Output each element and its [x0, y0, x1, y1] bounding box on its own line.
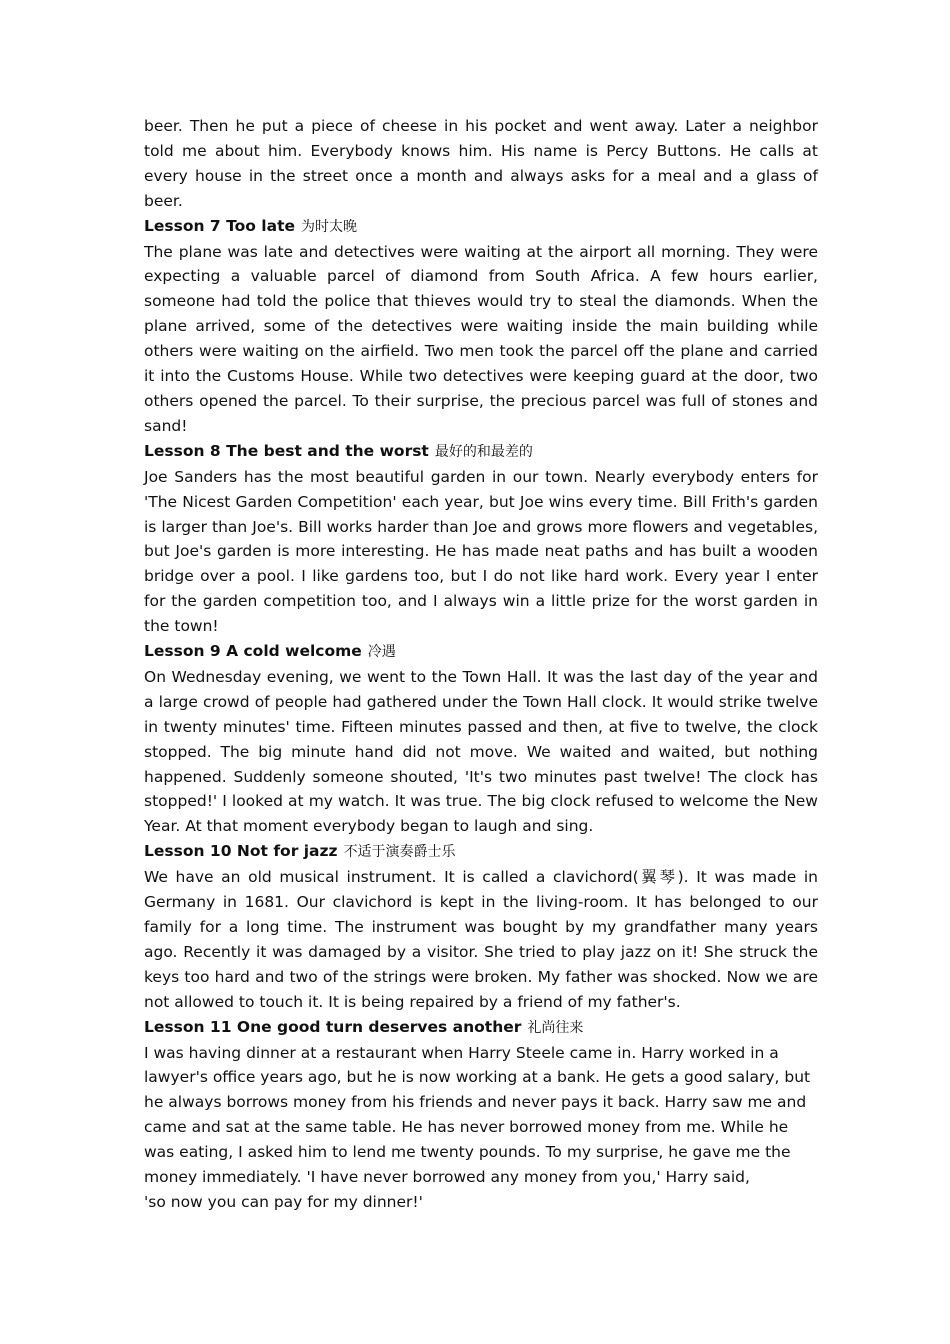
lesson-11-title: Lesson 11 One good turn deserves another — [144, 1017, 522, 1036]
document-page — [144, 114, 818, 1215]
lesson-10-heading — [144, 839, 818, 865]
lesson-7-text: The plane was late and detectives were waiting at the airport all morning. They were expecting a valuable parcel of diamond from South Africa. A few hours earlier, someone had told the police that thieves would try to steal the diamonds. When the plane arrived, some of the detectives were waiting inside the main building while others were waiting on the airfield. Two men took the parcel off the plane and carried it into the Customs House. While two detectives were keeping guard at the door, two others opened the parcel. To their surprise, the precious parcel was full of stones and sand! — [144, 242, 818, 435]
lesson-7-title: Lesson 7 Too late — [144, 216, 296, 235]
lesson-11-title-zh: 礼尚往来 — [527, 1019, 584, 1036]
lesson-8-title-zh: 最好的和最差的 — [434, 443, 533, 460]
lesson-9-heading — [144, 639, 818, 665]
lesson-7-title-zh: 为时太晚 — [301, 218, 358, 235]
lesson-7-heading — [144, 214, 818, 240]
lesson-11-text: I was having dinner at a restaurant when Harry Steele came in. Harry worked in a lawyer's office years ago, but he is now working at a bank. He gets a good salary, but he always borrows money from his friends and never pays it back. Harry saw me and came and sat at the same table. He has never borrowed money from me. While he was eating, I asked him to lend me twenty pounds. To my surprise, he gave me the money immediately. 'I have never borrowed any money from you,' Harry said, — [144, 1043, 811, 1187]
lesson-10-text: We have an old musical instrument. It is called a clavichord(翼琴). It was made in Germany in 1681. Our clavichord is kept in the living-room. It has belonged to our family for a long time. The instrument was bought by my grandfather many years ago. Recently it was damaged by a visitor. She tried to play jazz on it! She struck the keys too hard and two of the strings were broken. My father was shocked. Now we are not allowed to touch it. It is being repaired by a friend of my father's. — [144, 868, 818, 1011]
intro-paragraph: beer. Then he put a piece of cheese in his pocket and went away. Later a neighbor told me about him. Everybody knows him. His name is Percy Buttons. He calls at every house in the street once a month and always asks for a meal and a glass of beer. — [144, 117, 818, 210]
lesson-8-heading — [144, 439, 818, 465]
lesson-10-title: Lesson 10 Not for jazz — [144, 842, 338, 861]
lesson-11-heading — [144, 1015, 818, 1041]
lesson-10-title-zh: 不适于演奏爵士乐 — [343, 844, 456, 861]
lesson-9-title-zh: 冷遇 — [367, 644, 396, 661]
lesson-9-title: Lesson 9 A cold welcome — [144, 642, 362, 661]
lesson-9-text: On Wednesday evening, we went to the Town Hall. It was the last day of the year and a large crowd of people had gathered under the Town Hall clock. It would strike twelve in twenty minutes' time. Fifteen minutes passed and then, at five to twelve, the clock stopped. The big minute hand did not move. We waited and waited, but nothing happened. Suddenly someone shouted, 'It's two minutes past twelve! The clock has stopped!' I looked at my watch. It was true. The big clock refused to welcome the New Year. At that moment everybody began to laugh and sing. — [144, 667, 818, 836]
lesson-8-title: Lesson 8 The best and the worst — [144, 441, 429, 460]
lesson-11-text-last-line: 'so now you can pay for my dinner!' — [144, 1192, 423, 1211]
lesson-8-text: Joe Sanders has the most beautiful garden in our town. Nearly everybody enters for 'The Nicest Garden Competition' each year, but Joe wins every time. Bill Frith's garden is larger than Joe's. Bill works harder than Joe and grows more flowers and vegetables, but Joe's garden is more interesting. He has made neat paths and has built a wooden bridge over a pool. I like gardens too, but I do not like hard work. Every year I enter for the garden competition too, and I always win a little prize for the worst garden in the town! — [144, 467, 818, 636]
